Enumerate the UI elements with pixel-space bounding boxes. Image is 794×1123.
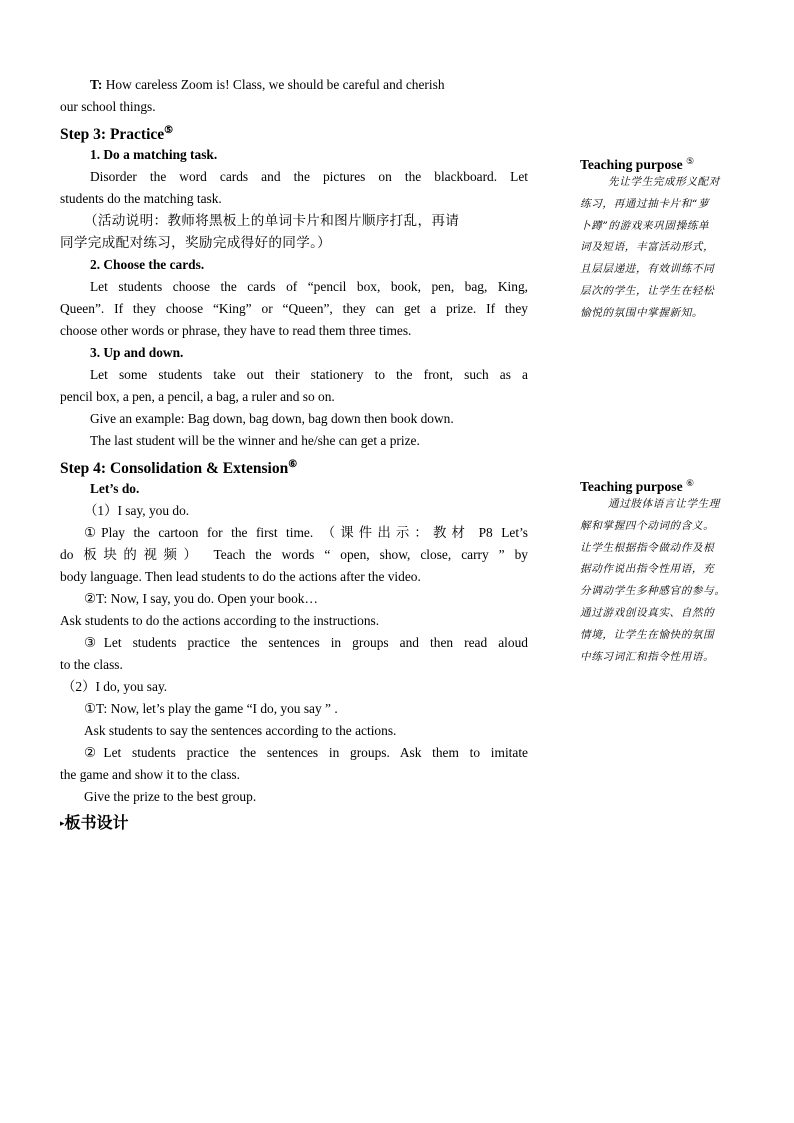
step4-note-mark: ⑥ (288, 459, 298, 470)
step3-sub3-line-2: pencil box, a pen, a pencil, a bag, a ruler and so on. (60, 389, 335, 404)
teaching-purpose-5 (580, 150, 752, 325)
step4-p1-c-line-1: ③Let students practice the sentences in groups and then read aloud (84, 635, 528, 650)
step3-sub1-cn-2: 同学完成配对练习，奖励完成得好的同学。） (60, 235, 332, 251)
purpose-6-line: 分调动学生多种感官的参与。 (580, 585, 726, 598)
lesson-body (60, 74, 528, 836)
purpose-5-line: 先让学生完成形义配对 (608, 176, 720, 188)
triangle-bullet-icon: ▸ (60, 819, 65, 829)
purpose-5-title: Teaching purpose (580, 157, 683, 172)
purpose-5-line: 愉悦的氛围中掌握新知。 (580, 306, 704, 319)
purpose-6-line: 中练习词汇和指令性用语。 (580, 650, 715, 663)
step3-sub3-title: 3. Up and down. (90, 345, 184, 360)
step3-title: Step 3: Practice (60, 126, 165, 143)
step3-note-mark: ⑤ (164, 125, 174, 136)
intro-line-2: our school things. (60, 99, 156, 114)
step4-p1-b-line-2: Ask students to do the actions according to the instructions. (60, 613, 380, 628)
purpose-6-text (580, 494, 752, 668)
step3-sub3-line-3: Give an example: Bag down, bag down, bag down then book down. (90, 411, 454, 426)
step4-p1-a-line-2: do 板块的视频） Teach the words “ open, show, close, carry ” by (60, 547, 528, 562)
step3-heading (60, 118, 528, 144)
purpose-6-note-mark: ⑥ (686, 478, 695, 488)
purpose-6-heading (580, 472, 752, 494)
step3-sub2-title: 2. Choose the cards. (90, 257, 205, 272)
step4-p2-b-line-2: the game and show it to the class. (60, 767, 240, 782)
step4-p1-c-line-2: to the class. (60, 657, 123, 672)
purpose-6-line: 让学生根据指令做动作及根 (580, 541, 715, 554)
step3-sub1-title: 1. Do a matching task. (90, 147, 218, 162)
speaker-label: T: (90, 77, 103, 92)
purpose-5-line: 卜蹲”的游戏来巩固操练单 (580, 219, 710, 232)
step3-sub1-cn-1: （活动说明：教师将黑板上的单词卡片和图片顺序打乱，再请 (84, 213, 460, 229)
purpose-5-note-mark: ⑤ (686, 156, 695, 166)
purpose-5-line: 层次的学生，让学生在轻松 (580, 284, 715, 297)
intro-line-1 (60, 74, 528, 96)
step3-sub1-line-1: Disorder the word cards and the pictures on the blackboard. Let (90, 169, 528, 184)
step4-part2-title: （2）I do, you say. (62, 679, 168, 694)
purpose-5-text (580, 172, 752, 325)
step4-part1-title: （1）I say, you do. (84, 503, 190, 518)
step4-letsdo: Let’s do. (90, 481, 140, 496)
board-design-heading (60, 810, 528, 836)
step4-p2-a-line-1: ①T: Now, let’s play the game “I do, you say ” . (84, 701, 338, 716)
purpose-6-line: 情境，让学生在愉快的氛围 (580, 628, 715, 641)
purpose-5-line: 词及短语，丰富活动形式， (580, 241, 715, 254)
step4-heading (60, 452, 528, 478)
step4-p1-b-line-1: ②T: Now, I say, you do. Open your book… (84, 591, 318, 606)
purpose-6-line: 据动作说出指令性用语，充 (580, 563, 715, 576)
step4-p2-b-line-3: Give the prize to the best group. (84, 789, 257, 804)
purpose-5-heading (580, 150, 752, 172)
step3-sub1-line-2: students do the matching task. (60, 191, 222, 206)
intro-text: How careless Zoom is! Class, we should be careful and cherish (102, 77, 445, 92)
step4-p1-a-line-3: body language. Then lead students to do the actions after the video. (60, 569, 421, 584)
step3-sub3-line-4: The last student will be the winner and he/she can get a prize. (90, 433, 420, 448)
purpose-6-title: Teaching purpose (580, 479, 683, 494)
step4-title: Step 4: Consolidation & Extension (60, 460, 289, 477)
step4-p1-a-line-1: ①Play the cartoon for the first time. （课件出示：教材 P8 Let’s (84, 525, 528, 540)
step3-sub2-line-3: choose other words or phrase, they have to read them three times. (60, 323, 412, 338)
step4-p2-b-line-1: ②Let students practice the sentences in groups. Ask them to imitate (84, 745, 528, 760)
teaching-purpose-6 (580, 472, 752, 668)
step3-sub2-line-2: Queen”. If they choose “King” or “Queen”, they can get a prize. If they (60, 301, 528, 316)
purpose-6-line: 通过肢体语言让学生理 (608, 498, 720, 510)
board-design-title: 板书设计 (64, 813, 129, 832)
purpose-5-line: 练习，再通过抽卡片和“萝 (580, 197, 710, 210)
step4-p2-a-line-2: Ask students to say the sentences according to the actions. (84, 723, 397, 738)
purpose-5-line: 且层层递进，有效训练不同 (580, 263, 715, 276)
step3-sub3-line-1: Let some students take out their stationery to the front, such as a (90, 367, 528, 382)
purpose-6-line: 通过游戏创设真实、自然的 (580, 606, 715, 619)
step3-sub2-line-1: Let students choose the cards of “pencil box, book, pen, bag, King, (90, 279, 528, 294)
purpose-6-line: 解和掌握四个动词的含义。 (580, 519, 715, 532)
